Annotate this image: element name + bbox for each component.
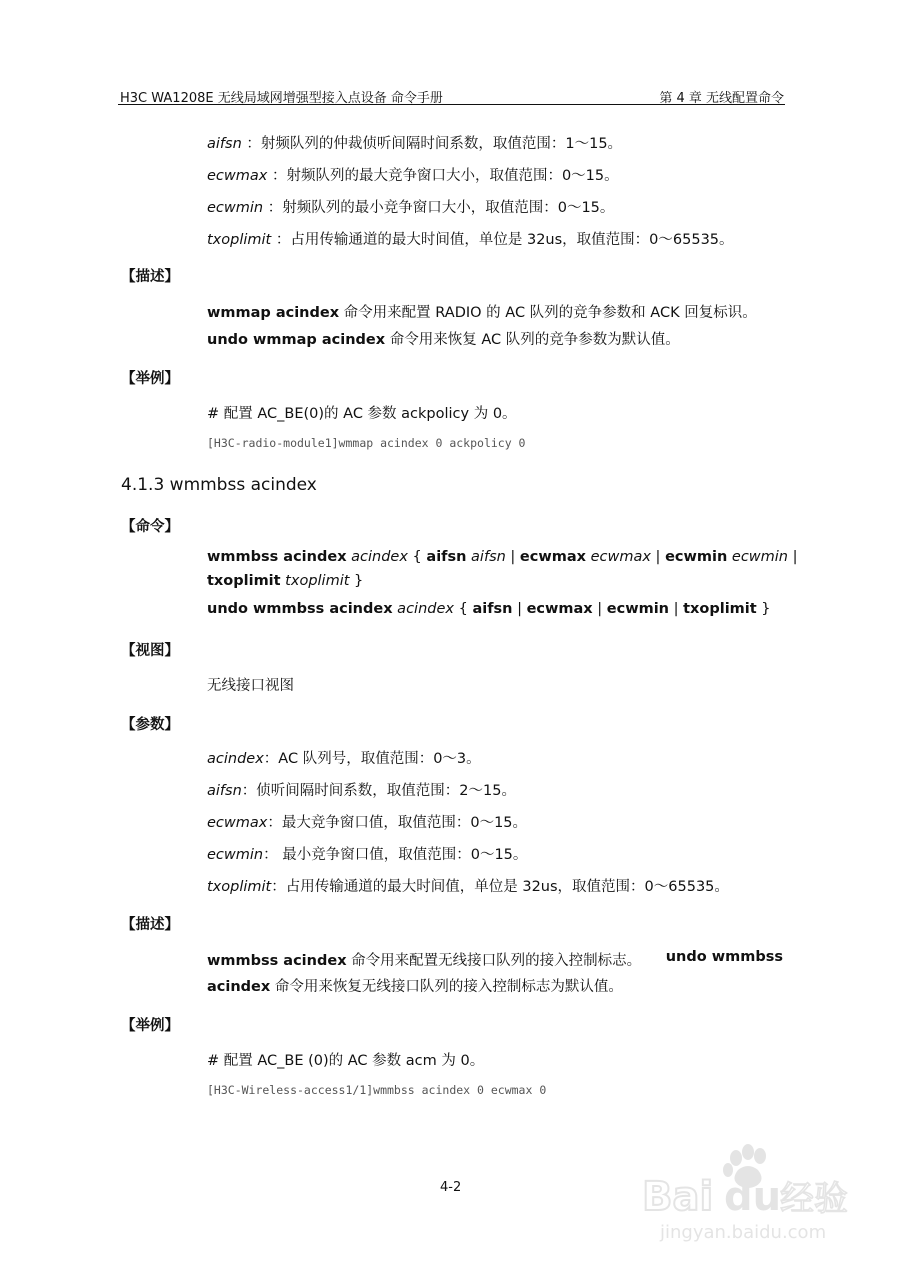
- param-txoplimit: txoplimit ：占用传输通道的最大时间值，单位是 32us，取值范围：0～65535。: [207, 232, 734, 248]
- view-heading: 【视图】: [121, 643, 179, 659]
- svg-text:Bai: Bai: [642, 1174, 714, 1220]
- desc2-line1: wmmbss acindex 命令用来配置无线接口队列的接入控制标志。 undo wmmbss: [207, 949, 783, 969]
- view-text: 无线接口视图: [207, 678, 294, 694]
- section-title: 4.1.3 wmmbss acindex: [121, 475, 317, 495]
- command-undo-line: undo wmmbss acindex acindex { aifsn | ecwmax | ecwmin | txoplimit }: [207, 601, 771, 617]
- param-item-ecwmin: ecwmin： 最小竞争窗口值，取值范围：0～15。: [207, 847, 528, 863]
- header-right: 第 4 章 无线配置命令: [659, 91, 784, 106]
- param-item-ecwmax: ecwmax：最大竞争窗口值，取值范围：0～15。: [207, 815, 528, 831]
- svg-text:经验: 经验: [780, 1179, 848, 1219]
- param-ecwmax: ecwmax ：射频队列的最大竞争窗口大小，取值范围：0～15。: [207, 168, 619, 184]
- command-heading: 【命令】: [121, 519, 179, 535]
- desc1-line2: undo wmmap acindex 命令用来恢复 AC 队列的竞争参数为默认值。: [207, 332, 680, 348]
- header-rule: [118, 104, 785, 105]
- param-ecwmin: ecwmin ：射频队列的最小竞争窗口大小，取值范围：0～15。: [207, 200, 615, 216]
- example2-heading: 【举例】: [121, 1018, 179, 1034]
- command-line1: wmmbss acindex acindex { aifsn aifsn | ecwmax ecwmax | ecwmin ecwmin |: [207, 549, 798, 565]
- header-left: H3C WA1208E 无线局域网增强型接入点设备 命令手册: [120, 91, 443, 106]
- example1-heading: 【举例】: [121, 371, 179, 387]
- desc1-line1: wmmap acindex 命令用来配置 RADIO 的 AC 队列的竞争参数和 ACK 回复标识。: [207, 305, 757, 321]
- param-aifsn: aifsn ：射频队列的仲裁侦听间隔时间系数，取值范围：1～15。: [207, 136, 623, 152]
- param-item-txoplimit: txoplimit：占用传输通道的最大时间值，单位是 32us，取值范围：0～65535。: [207, 879, 729, 895]
- param-item-acindex: acindex：AC 队列号，取值范围：0～3。: [207, 751, 481, 767]
- param-item-aifsn: aifsn：侦听间隔时间系数，取值范围：2～15。: [207, 783, 516, 799]
- example2-code: [H3C-Wireless-access1/1]wmmbss acindex 0 ecwmax 0: [207, 1083, 547, 1097]
- command-line2: txoplimit txoplimit }: [207, 573, 364, 589]
- desc1-heading: 【描述】: [121, 269, 179, 285]
- svg-text:jingyan.baidu.com: jingyan.baidu.com: [660, 1222, 827, 1243]
- desc2-line2: acindex 命令用来恢复无线接口队列的接入控制标志为默认值。: [207, 979, 623, 995]
- example1-text: # 配置 AC_BE(0)的 AC 参数 ackpolicy 为 0。: [207, 406, 517, 422]
- desc2-heading: 【描述】: [121, 917, 179, 933]
- page-number: 4-2: [440, 1180, 462, 1195]
- example1-code: [H3C-radio-module1]wmmap acindex 0 ackpolicy 0: [207, 436, 526, 450]
- svg-text:du: du: [724, 1174, 782, 1220]
- example2-text: # 配置 AC_BE (0)的 AC 参数 acm 为 0。: [207, 1053, 485, 1069]
- params-heading: 【参数】: [121, 717, 179, 733]
- baidu-jingyan-watermark: [640, 1140, 855, 1245]
